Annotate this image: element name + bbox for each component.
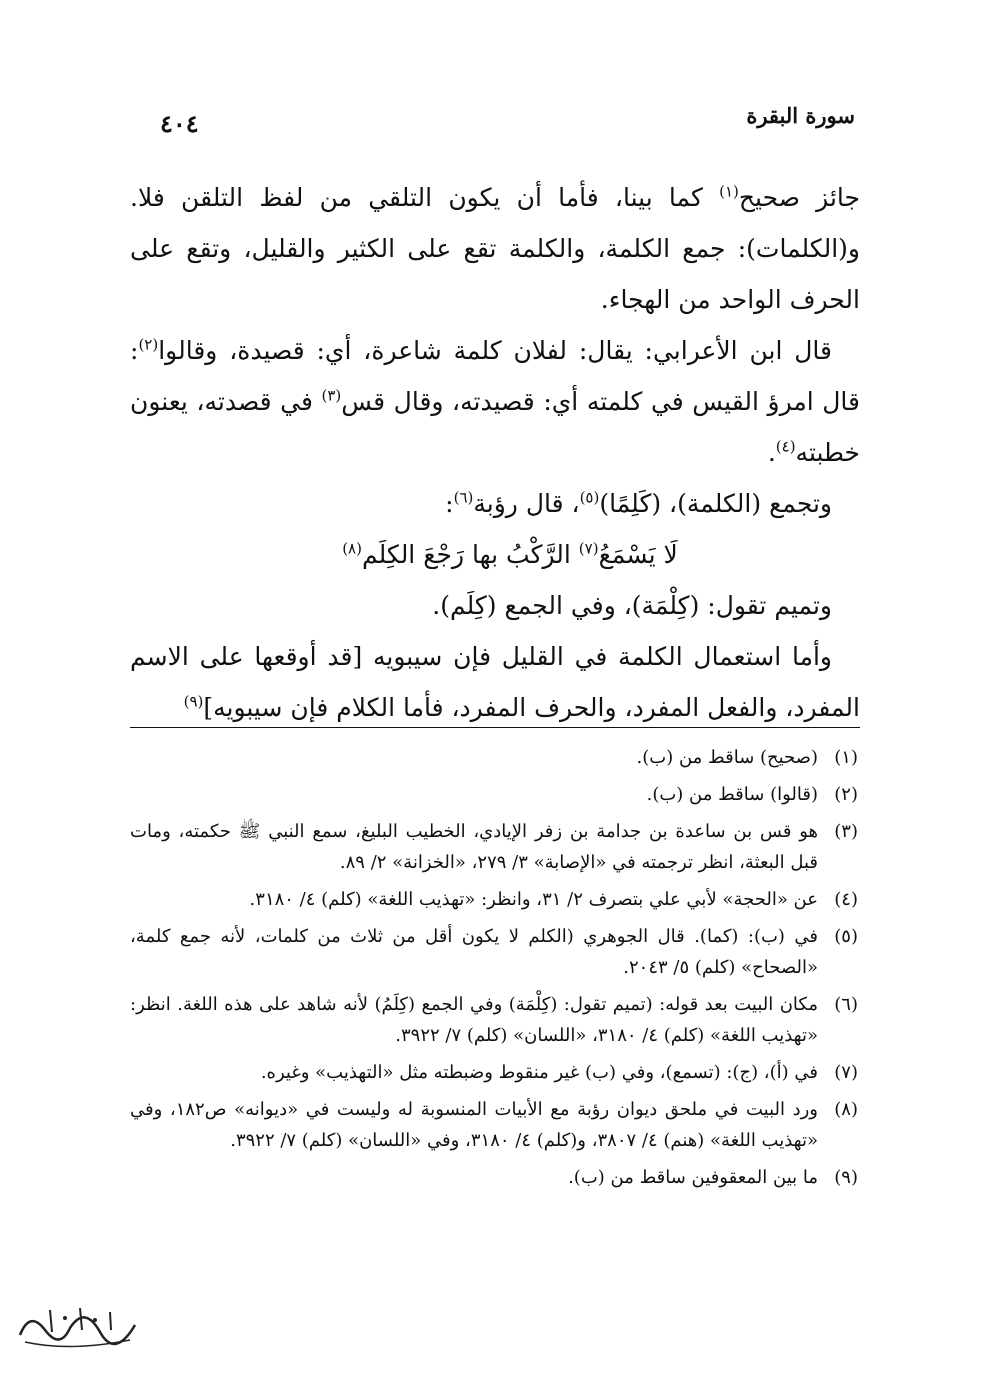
- text-run: لَا يَسْمَعُ: [598, 540, 678, 569]
- paragraph-5: [130, 631, 860, 733]
- footnote: [130, 742, 858, 773]
- footnote-number: (٨): [834, 1099, 858, 1120]
- footnote-separator: [130, 727, 860, 728]
- footnote: [130, 1162, 858, 1193]
- text-run: وأما استعمال الكلمة في القليل فإن سيبويه [قد أوقعها على الاسم المفرد، والفعل المفرد، والحرف المفرد، فأما الكلام فإن سيبويه]: [130, 642, 860, 722]
- page-number: ٤٠٤: [160, 109, 199, 138]
- footnote-text: (صحيح) ساقط من (ب).: [636, 747, 818, 768]
- paragraph-1: [130, 172, 860, 325]
- text-run: الرَّكْبُ بها رَجْعَ الكِلَم: [361, 540, 579, 569]
- text-run: :: [445, 489, 454, 518]
- footnote-text: مكان البيت بعد قوله: (تميم تقول: (كِلْمَة) وفي الجمع (كِلَمُ) لأنه شاهد على هذه اللغة. انظر: «تهذيب اللغة» (كلم) ٤/ ٣١٨٠، «اللسان» (كلم) ٧/ ٣٩٢٢.: [130, 994, 818, 1046]
- main-text: [130, 172, 860, 733]
- footnote-ref-8[interactable]: (٨): [342, 539, 362, 558]
- footnote: [130, 1057, 858, 1088]
- footnote-number: (١): [834, 747, 858, 768]
- footnote: [130, 989, 858, 1051]
- footnote-number: (٥): [834, 926, 858, 947]
- footnote: [130, 1094, 858, 1156]
- footnote-text: ورد البيت في ملحق ديوان رؤبة مع الأبيات المنسوبة له وليست في «ديوانه» ص١٨٢، وفي «تهذيب اللغة» (هنم) ٤/ ٣٨٠٧، و(كلم) ٤/ ٣١٨٠، وفي «اللسان» (كلم) ٧/ ٣٩٢٢.: [130, 1099, 818, 1151]
- footnote-text: عن «الحجة» لأبي علي بتصرف ٢/ ٣١، وانظر: «تهذيب اللغة» (كلم) ٤/ ٣١٨٠.: [249, 889, 818, 910]
- footnote: [130, 921, 858, 983]
- paragraph-3: [130, 478, 860, 529]
- surah-title: سورة البقرة: [746, 103, 855, 128]
- footnote-ref-7[interactable]: (٧): [578, 539, 599, 558]
- text-run: قال ابن الأعرابي: يقال: لفلان كلمة شاعرة، أي: قصيدة، وقالوا: [158, 336, 832, 365]
- footnote-ref-2[interactable]: (٢): [138, 335, 159, 354]
- text-run: ، قال رؤبة: [473, 489, 580, 518]
- footnote-ref-6[interactable]: (٦): [453, 488, 474, 507]
- watermark-logo: [10, 1290, 145, 1360]
- footnote-ref-3[interactable]: (٣): [321, 386, 342, 405]
- page-header: [160, 95, 855, 138]
- footnote-number: (٦): [834, 994, 858, 1015]
- footnote-text: ما بين المعقوفين ساقط من (ب).: [568, 1167, 818, 1188]
- paragraph-2: [130, 325, 860, 478]
- footnote-number: (٧): [834, 1062, 858, 1083]
- footnote-number: (٢): [834, 784, 858, 805]
- footnote-text: هو قس بن ساعدة بن جدامة بن زفر الإيادي، الخطيب البليغ، سمع النبي ﷺ حكمته، ومات قبل البعثة، انظر ترجمته في «الإصابة» ٣/ ٢٧٩، «الخزانة» ٢/ ٨٩.: [130, 821, 818, 873]
- footnote-ref-5[interactable]: (٥): [579, 488, 600, 507]
- paragraph-4: وتميم تقول: (كِلْمَة)، وفي الجمع (كِلَم).: [432, 591, 832, 620]
- text-run: : قال امرؤ القيس في كلمته أي: قصيدته، وقال قس: [130, 336, 860, 416]
- poem-verse: [130, 529, 860, 580]
- text-run: كما بينا، فأما أن يكون التلقي من لفظ التلقن فلا. و(الكلمات): جمع الكلمة، والكلمة تقع على الكثير والقليل، وتقع على الحرف الواحد من الهجاء.: [130, 183, 860, 314]
- footnote: [130, 779, 858, 810]
- footnote: [130, 884, 858, 915]
- footnote-text: في (أ)، (ج): (تسمع)، وفي (ب) غير منقوط وضبطته مثل «التهذيب» وغيره.: [260, 1062, 818, 1083]
- footnote-text: في (ب): (كما). قال الجوهري (الكلم لا يكون أقل من ثلاث من كلمات، لأنه جمع كلمة، «الصحاح» (كلم) ٥/ ٢٠٤٣.: [130, 926, 818, 978]
- footnote-number: (٤): [834, 889, 858, 910]
- footnote-ref-4[interactable]: (٤): [775, 437, 796, 456]
- footnote-ref-9[interactable]: (٩): [183, 692, 204, 711]
- footnotes: [130, 742, 858, 1199]
- footnote: [130, 816, 858, 878]
- text-run: .: [767, 438, 776, 467]
- footnote-number: (٩): [834, 1167, 858, 1188]
- text-run: جائز صحيح: [738, 183, 860, 212]
- footnote-number: (٣): [834, 821, 858, 842]
- footnote-text: (قالوا) ساقط من (ب).: [646, 784, 818, 805]
- text-run: وتجمع (الكلمة)، (كَلِمًا): [599, 489, 832, 518]
- text-run: في قصدته، يعنون خطبته: [130, 387, 860, 467]
- footnote-ref-1[interactable]: (١): [719, 182, 739, 201]
